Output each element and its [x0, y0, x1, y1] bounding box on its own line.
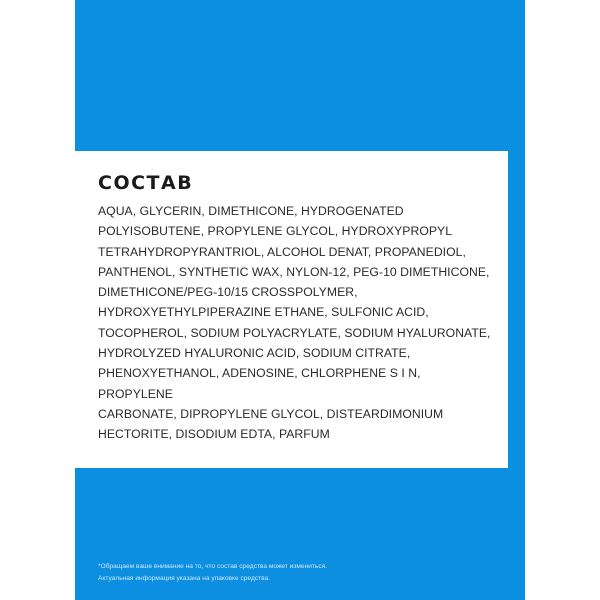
ingredients-list: [98, 201, 498, 445]
ingredients-line: AQUA, GLYCERIN, DIMETHICONE, HYDROGENATED: [98, 204, 404, 218]
ingredients-line: TOCOPHEROL, SODIUM POLYACRYLATE, SODIUM HYALURONATE,: [98, 325, 491, 340]
ingredients-line: POLYISOBUTENE, PROPYLENE GLYCOL, HYDROXYPROPYL: [98, 224, 453, 239]
ingredients-line: DIMETHICONE/PEG-10/15 CROSSPOLYMER,: [98, 285, 358, 300]
ingredients-line: TETRAHYDROPYRANTRIOL, ALCOHOL DENAT, PROPANEDIOL,: [98, 244, 466, 259]
ingredients-line: HECTORITE, DISODIUM EDTA, PARFUM: [98, 427, 330, 442]
ingredients-line: PHENOXYETHANOL, ADENOSINE, CHLORPHENE S I N, PROPYLENE: [98, 366, 421, 401]
ingredients-line: PANTHENOL, SYNTHETIC WAX, NYLON-12, PEG-10 DIMETHICONE,: [98, 264, 490, 279]
ingredients-line: HYDROXYETHYLPIPERAZINE ETHANE, SULFONIC ACID,: [98, 305, 429, 320]
footnote-line-1: *Обращаем ваше внимание на то, что состав средства может измениться.: [98, 563, 328, 570]
footnote-line-2: Актуальная информация указана на упаковке средства.: [98, 575, 271, 582]
composition-title: СОСТАВ: [98, 172, 194, 194]
ingredients-line: HYDROLYZED HYALURONIC ACID, SODIUM CITRATE,: [98, 346, 411, 361]
ingredients-line: CARBONATE, DIPROPYLENE GLYCOL, DISTEARDIMONIUM: [98, 406, 444, 421]
disclaimer-footnote: [98, 561, 498, 585]
composition-card: [75, 151, 508, 468]
